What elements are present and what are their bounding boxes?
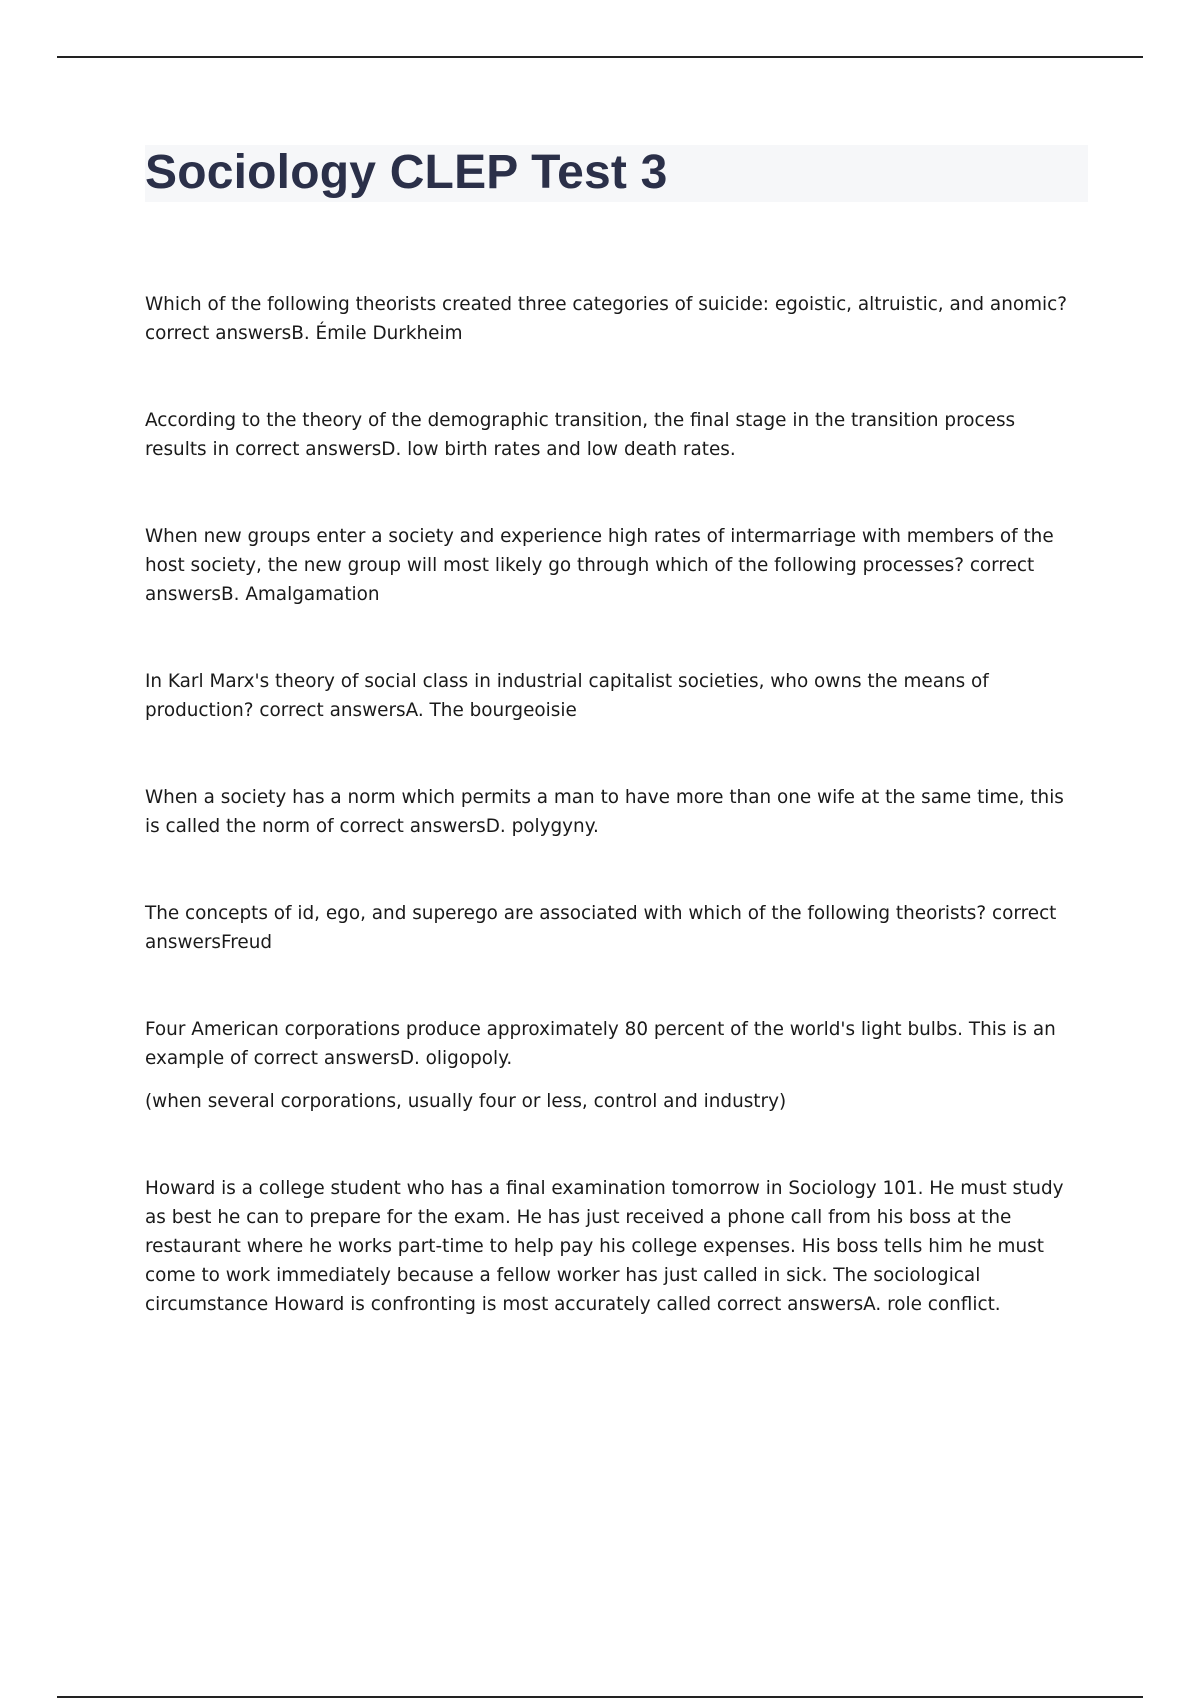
question-item: [145, 667, 1080, 725]
question-text: In Karl Marx's theory of social class in industrial capitalist societies, who owns the means of production? correct answersA. The bourgeoisie: [145, 671, 989, 721]
question-text: Howard is a college student who has a final examination tomorrow in Sociology 101. He must study as best he can to prepare for the exam. He has just received a phone call from his boss at the restaurant where he works part-time to help pay his college expenses. His boss tells him he must come to work immediately because a fellow worker has just called in sick. The sociological circumstance Howard is confronting is most accurately called correct answersA. role conflict.: [145, 1178, 1064, 1315]
top-divider: [57, 56, 1143, 58]
question-item: [145, 406, 1080, 464]
question-text: Which of the following theorists created three categories of suicide: egoistic, altruistic, and anomic? correct answersB. Émile Durkheim: [145, 294, 1068, 344]
question-item: [145, 1174, 1080, 1319]
question-text: When a society has a norm which permits a man to have more than one wife at the same time, this is called the norm of correct answersD. polygyny.: [145, 787, 1064, 837]
answer-note: (when several corporations, usually four or less, control and industry): [145, 1091, 787, 1112]
question-text: Four American corporations produce approximately 80 percent of the world's light bulbs. This is an example of correct answersD. oligopoly.: [145, 1019, 1056, 1069]
question-text: When new groups enter a society and experience high rates of intermarriage with members of the host society, the new group will most likely go through which of the following processes? correct answersB. Amalgamation: [145, 526, 1054, 605]
question-item: [145, 290, 1080, 348]
question-item: [145, 783, 1080, 841]
question-list: [145, 290, 1080, 1377]
question-item: [145, 1015, 1080, 1116]
question-text: According to the theory of the demographic transition, the final stage in the transition process results in correct answersD. low birth rates and low death rates.: [145, 410, 1016, 460]
page-title: Sociology CLEP Test 3: [145, 146, 668, 199]
question-item: [145, 899, 1080, 957]
question-item: [145, 522, 1080, 609]
bottom-divider: [57, 1696, 1143, 1698]
question-text: The concepts of id, ego, and superego are associated with which of the following theorists? correct answersFreud: [145, 903, 1057, 953]
